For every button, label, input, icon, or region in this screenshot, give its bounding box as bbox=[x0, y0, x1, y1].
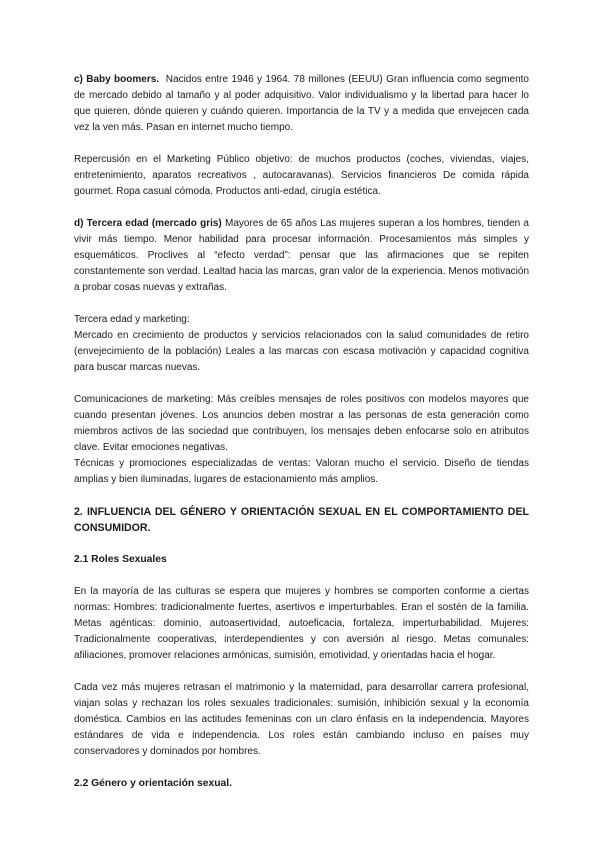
paragraph-tercera-edad-marketing: Mercado en crecimiento de productos y servicios relacionados con la salud comunidades de retiro (envejecimiento de la población) Leales a las marcas con escasa motivación y capacidad cognitiva para buscar marcas nuevas. bbox=[74, 330, 529, 373]
paragraph-roles-sexuales-2: Cada vez más mujeres retrasan el matrimonio y la maternidad, para desarrollar carrera profesional, viajan solas y rechazan los roles sexuales tradicionales: sumisión, inhibición sexual y la economía doméstica. Cambios en las actitudes femeninas con un claro énfasis en la independencia. Mayores estándares de vida e independencia. Los roles están cambiando incluso en países muy conservadores y dominados por hombres. bbox=[74, 682, 529, 757]
section-2-2-heading: 2.2 Género y orientación sexual. bbox=[74, 778, 232, 789]
section-2-1-heading: 2.1 Roles Sexuales bbox=[74, 554, 167, 565]
paragraph-tecnicas: Técnicas y promociones especializadas de ventas: Valoran mucho el servicio. Diseño de tiendas amplias y bien iluminadas, lugares de estacionamiento más amplios. bbox=[74, 458, 529, 485]
section-2-heading: 2. INFLUENCIA DEL GÉNERO Y ORIENTACIÓN SEXUAL EN EL COMPORTAMIENTO DEL CONSUMIDOR. bbox=[74, 506, 529, 534]
heading-baby-boomers: c) Baby boomers. bbox=[74, 74, 160, 85]
text-baby-boomers: Nacidos entre 1946 y 1964. 78 millones (EEUU) Gran influencia como segmento de mercado debido al tamaño y al poder adquisitivo. Valor individualismo y la libertad para hacer lo que quieren, dónde quieren y cuándo quieren. Importancia de la TV y a medida que envejecen cada vez la ven más. Pasan en internet mucho tiempo. bbox=[74, 74, 529, 133]
page-content bbox=[74, 72, 529, 792]
title-tercera-edad-marketing: Tercera edad y marketing: bbox=[74, 314, 190, 325]
paragraph-comunicaciones: Comunicaciones de marketing: Más creíbles mensajes de roles positivos con modelos mayores que cuando presentan jóvenes. Los anuncios deben mostrar a las personas de esta generación como miembros activos de las sociedad que contribuyen, los mensajes deben enfocarse solo en atributos clave. Evitar emociones negativas. bbox=[74, 394, 529, 453]
text-tercera-edad: Mayores de 65 años Las mujeres superan a los hombres, tienden a vivir más tiempo. Menor habilidad para procesar información. Procesamientos más simples y esquemáticos. Proclives al “efecto verdad”: pensar que las afirmaciones que se repiten constantemente son verdad. Lealtad hacia las marcas, gran valor de la experiencia. Menos motivación a probar cosas nuevas y extrañas. bbox=[74, 218, 529, 293]
heading-tercera-edad: d) Tercera edad (mercado gris) bbox=[74, 218, 222, 229]
paragraph-baby-boomers bbox=[74, 72, 529, 136]
paragraph-tercera-edad bbox=[74, 216, 529, 296]
paragraph-marketing-publico: Repercusión en el Marketing Público objetivo: de muchos productos (coches, viviendas, viajes, entretenimiento, aparatos recreativos , autocaravanas). Servicios financieros De comida rápida gourmet. Ropa casual cómoda. Productos anti-edad, cirugía estética. bbox=[74, 154, 529, 197]
paragraph-roles-sexuales-1: En la mayoría de las culturas se espera que mujeres y hombres se comporten conforme a ciertas normas: Hombres: tradicionalmente fuertes, asertivos e imperturbables. Eran el sostén de la familia. Metas agénticas: dominio, autoasertividad, autoeficacia, fortaleza, imperturbabilidad. Mujeres: Tradicionalmente cooperativas, interdependientes y con aversión al riesgo. Metas comunales: afiliaciones, promover relaciones armónicas, sumisión, emotividad, y orientadas hacia el hogar. bbox=[74, 586, 529, 661]
